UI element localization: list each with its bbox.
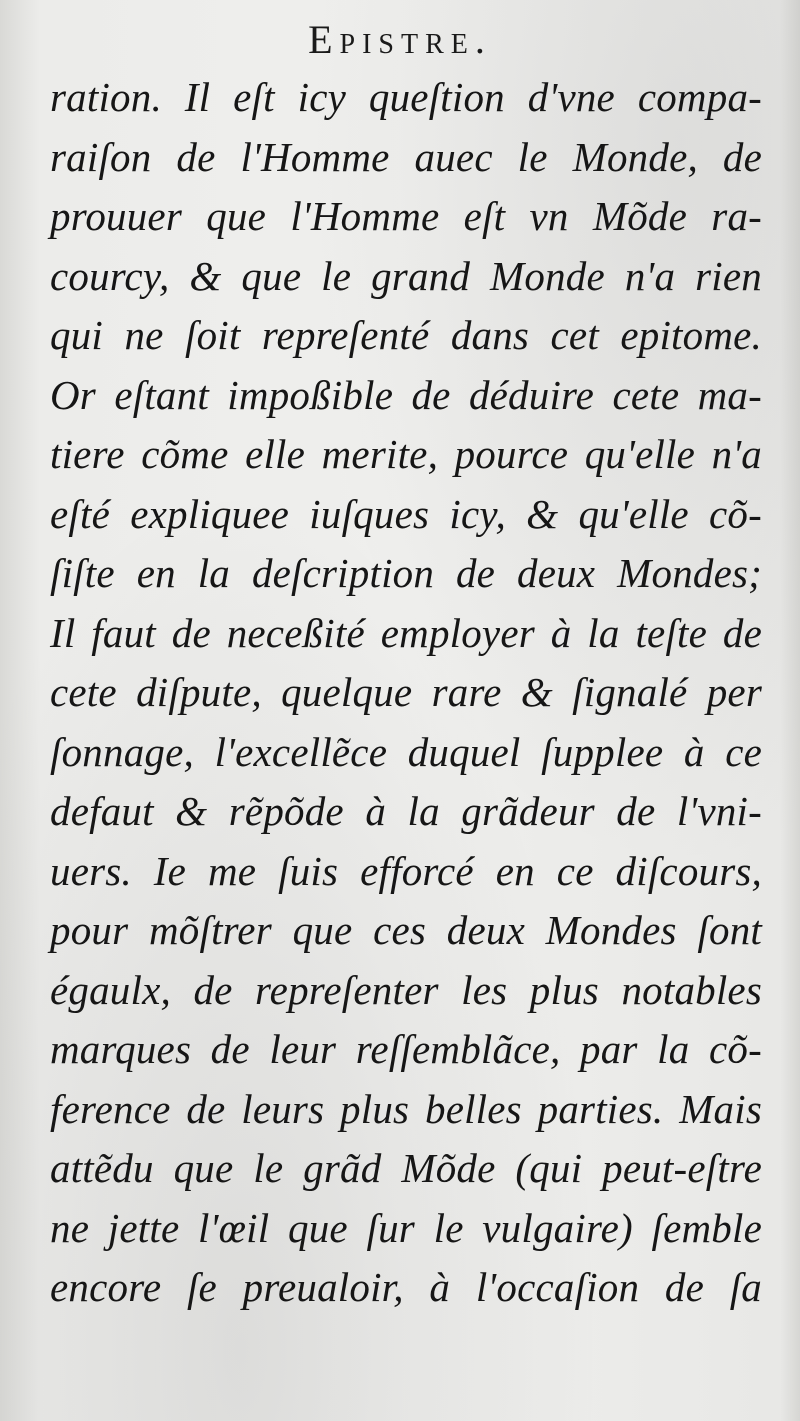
running-head-text: Epistre. bbox=[308, 17, 492, 62]
text-line: courcy, & que le grand Monde n'a rien bbox=[50, 252, 762, 299]
text-line: prouuer que l'Homme eſt vn Mõde ra- bbox=[50, 193, 762, 239]
text-line: pour mõſtrer que ces deux Mondes ſont bbox=[50, 907, 762, 953]
text-line: raiſon de l'Homme auec le Monde, de bbox=[50, 133, 762, 180]
text-line: qui ne ſoit repreſenté dans cet epitome. bbox=[50, 312, 762, 358]
text-line: ſiſte en la deſcription de deux Mondes; bbox=[50, 550, 762, 596]
running-head bbox=[0, 14, 800, 66]
text-line: tiere cõme elle merite, pource qu'elle n'a bbox=[50, 431, 762, 477]
text-line: Or eſtant impoßible de déduire cete ma- bbox=[50, 371, 762, 418]
text-line: ference de leurs plus belles parties. Mais bbox=[50, 1085, 762, 1132]
text-line: encore ſe preualoir, à l'occaſion de ſa bbox=[50, 1264, 762, 1310]
body-text bbox=[50, 68, 762, 1318]
text-line: marques de leur reſſemblãce, par la cõ- bbox=[50, 1026, 762, 1072]
text-line: uers. Ie me ſuis efforcé en ce diſcours, bbox=[50, 847, 762, 894]
text-line: defaut & rẽpõde à la grãdeur de l'vni- bbox=[50, 788, 762, 834]
text-line: égaulx, de repreſenter les plus notables bbox=[50, 966, 762, 1013]
text-line: ſonnage, l'excellẽce duquel ſupplee à ce bbox=[50, 728, 762, 775]
text-line: attẽdu que le grãd Mõde (qui peut-eſtre bbox=[50, 1145, 762, 1191]
text-line: ne jette l'œil que ſur le vulgaire) ſemble bbox=[50, 1204, 762, 1251]
text-line: cete diſpute, quelque rare & ſignalé per bbox=[50, 669, 762, 715]
text-line: Il faut de neceßité employer à la teſte de bbox=[50, 609, 762, 656]
text-line: ration. Il eſt icy queſtion d'vne compa- bbox=[50, 74, 762, 120]
text-line: eſté expliquee iuſques icy, & qu'elle cõ- bbox=[50, 490, 762, 537]
